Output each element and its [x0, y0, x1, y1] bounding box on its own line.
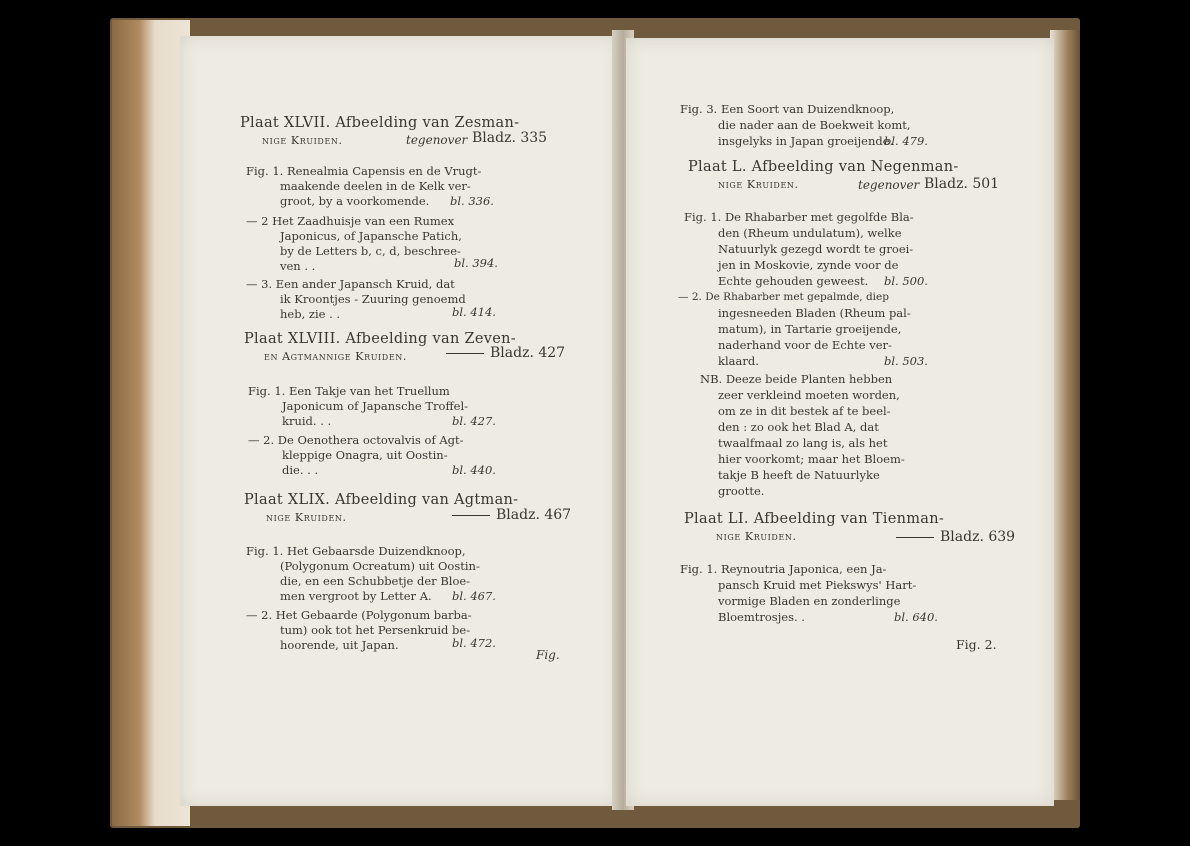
fig-line: Fig. 1. Renealmia Capensis en de Vrugt-	[246, 164, 482, 178]
page-ref: bl. 467.	[452, 589, 496, 603]
rule	[896, 537, 934, 538]
book-cover-left-edge	[112, 20, 190, 826]
plate-page-ref: Bladz. 335	[472, 130, 548, 146]
nb-line: takje B heeft de Natuurlyke	[718, 468, 880, 482]
fig-line: ven . .	[280, 259, 316, 273]
fig-line: tum) ook tot het Persenkruid be-	[280, 623, 471, 637]
fig-line: Bloemtrosjes. .	[718, 610, 805, 624]
fig-line: — 2. De Oenothera octovalvis of Agt-	[248, 433, 464, 447]
plate-heading-cont: en Agtmannige Kruiden.	[264, 350, 407, 363]
plate-page-ref-text: Bladz. 427	[490, 345, 566, 361]
plate-heading-cont: nige Kruiden.	[262, 134, 343, 147]
fig-line: Japonicus, of Japansche Patich,	[280, 229, 462, 243]
nb-line: grootte.	[718, 484, 765, 498]
fig-line: — 2. Het Gebaarde (Polygonum barba-	[246, 608, 472, 622]
page-ref: bl. 336.	[450, 194, 494, 208]
right-page	[626, 38, 1054, 806]
nb-line: zeer verkleind moeten worden,	[718, 388, 900, 402]
fig-line: Fig. 1. Reynoutria Japonica, een Ja-	[680, 562, 887, 576]
plate-page-ref	[446, 346, 565, 360]
plate-page-ref-text: Bladz. 467	[496, 507, 572, 523]
nb-line: NB. Deeze beide Planten hebben	[700, 372, 893, 386]
fig-line: men vergroot by Letter A.	[280, 589, 432, 603]
plate-heading: Plaat LI. Afbeelding van Tienman-	[684, 511, 945, 527]
fig-line: Fig. 3. Een Soort van Duizendknoop,	[680, 102, 895, 116]
fig-line: Fig. 1. De Rhabarber met gegolfde Bla-	[684, 210, 914, 224]
plate-page-ref	[896, 530, 1015, 544]
fig-line: Echte gehouden geweest.	[718, 274, 869, 288]
fig-line: die nader aan de Boekweit komt,	[718, 118, 911, 132]
plate-page-ref	[452, 508, 571, 522]
fig-line: — 3. Een ander Japansch Kruid, dat	[246, 277, 455, 291]
page-ref: bl. 427.	[452, 414, 496, 428]
plate-heading: Plaat L. Afbeelding van Negenman-	[688, 159, 959, 175]
book-cover-right-edge	[1050, 30, 1080, 800]
fig-line: Japonicum of Japansche Troffel-	[282, 399, 469, 413]
fig-line: maakende deelen in de Kelk ver-	[280, 179, 471, 193]
page-ref: bl. 640.	[894, 610, 938, 624]
fig-line: die. . .	[282, 463, 319, 477]
fig-line: groot, by a voorkomende.	[280, 194, 430, 208]
fig-line: by de Letters b, c, d, beschree-	[280, 244, 461, 258]
plate-heading: Plaat XLVII. Afbeelding van Zesman-	[240, 115, 520, 131]
rule	[446, 353, 484, 354]
plate-heading-cont: nige Kruiden.	[266, 511, 347, 524]
fig-line: kruid. . .	[282, 414, 332, 428]
fig-line: heb, zie . .	[280, 307, 341, 321]
fig-line: naderhand voor de Echte ver-	[718, 338, 892, 352]
page-ref: bl. 414.	[452, 305, 496, 319]
page-ref: bl. 479.	[884, 134, 928, 148]
plate-heading: Plaat XLVIII. Afbeelding van Zeven-	[244, 331, 516, 347]
nb-line: om ze in dit bestek af te beel-	[718, 404, 891, 418]
fig-line: matum), in Tartarie groeijende,	[718, 322, 902, 336]
fig-line: ik Kroontjes - Zuuring genoemd	[280, 292, 466, 306]
facing-label: tegenover	[406, 133, 468, 147]
fig-line: pansch Kruid met Piekswys' Hart-	[718, 578, 917, 592]
catchword: Fig. 2.	[956, 637, 997, 652]
rule	[452, 515, 490, 516]
plate-heading-cont: nige Kruiden.	[718, 178, 799, 191]
fig-line: kleppige Onagra, uit Oostin-	[282, 448, 448, 462]
fig-line: Natuurlyk gezegd wordt te groei-	[718, 242, 914, 256]
left-page	[180, 36, 620, 806]
catchword: Fig.	[536, 648, 560, 662]
page-ref: bl. 472.	[452, 636, 496, 650]
fig-line: hoorende, uit Japan.	[280, 638, 399, 652]
fig-line: — 2 Het Zaadhuisje van een Rumex	[246, 214, 455, 228]
page-ref: bl. 440.	[452, 463, 496, 477]
nb-line: hier voorkomt; maar het Bloem-	[718, 452, 905, 466]
page-ref: bl. 503.	[884, 354, 928, 368]
plate-heading-cont: nige Kruiden.	[716, 530, 797, 543]
fig-line: Fig. 1. Een Takje van het Truellum	[248, 384, 450, 398]
fig-line: insgelyks in Japan groeijende.	[718, 134, 894, 148]
fig-line: — 2. De Rhabarber met gepalmde, diep	[678, 291, 889, 303]
fig-line: klaard.	[718, 354, 759, 368]
nb-line: twaalfmaal zo lang is, als het	[718, 436, 888, 450]
fig-line: (Polygonum Ocreatum) uit Oostin-	[280, 559, 480, 573]
fig-line: Fig. 1. Het Gebaarsde Duizendknoop,	[246, 544, 466, 558]
fig-line: den (Rheum undulatum), welke	[718, 226, 902, 240]
plate-page-ref: Bladz. 501	[924, 176, 1000, 192]
page-ref: bl. 394.	[454, 256, 498, 270]
page-ref: bl. 500.	[884, 274, 928, 288]
facing-label: tegenover	[858, 178, 920, 192]
fig-line: ingesneeden Bladen (Rheum pal-	[718, 306, 911, 320]
fig-line: jen in Moskovie, zynde voor de	[718, 258, 899, 272]
plate-page-ref-text: Bladz. 639	[940, 529, 1016, 545]
plate-heading: Plaat XLIX. Afbeelding van Agtman-	[244, 492, 519, 508]
fig-line: die, en een Schubbetje der Bloe-	[280, 574, 471, 588]
fig-line: vormige Bladen en zonderlinge	[718, 594, 901, 608]
nb-line: den : zo ook het Blad A, dat	[718, 420, 879, 434]
